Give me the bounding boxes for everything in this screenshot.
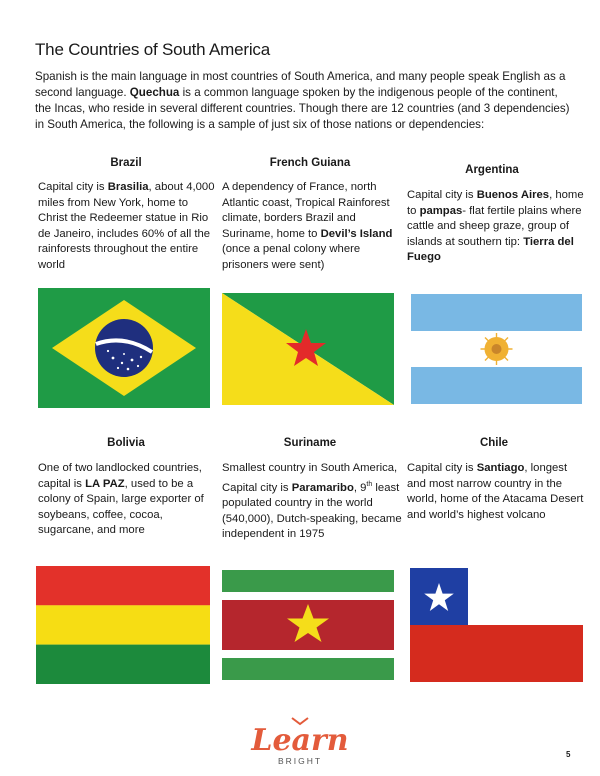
desc-text: Capital city is [38,181,108,193]
intro-bold-quechua: Quechua [129,86,180,99]
flag-bolivia [36,566,210,684]
desc-text: (once a penal colony where prisoners were sent) [222,243,361,271]
country-desc-brazil [38,180,218,274]
desc-bold: pampas [419,204,463,217]
desc-text: , longest and most narrow country in the world, home of the Atacama Desert and world’s highest volcano [407,462,584,521]
desc-text: A dependency of France, north Atlantic coast, Tropical Rainforest climate, borders Brazil and Suriname, home to [222,181,390,240]
desc-text: One of two landlocked countries, capital is [38,462,202,490]
intro-paragraph [35,69,571,133]
desc-superscript: th [366,480,373,488]
desc-bold: Paramaribo [291,481,354,494]
desc-bold: Tierra del Fuego [407,235,574,264]
logo-sub: BRIGHT [277,756,323,766]
page-title: The Countries of South America [35,40,270,59]
country-desc-argentina [407,188,587,266]
desc-bold: Devil’s Island [320,227,393,240]
desc-bold: Brasilia [107,181,149,193]
intro-text-2: is a common language spoken by the indigenous people of the continent, the Incas, who reside in several different countries. Though there are 12 countries (and 3 dependencies) in South America, the following is a sample of just six of those nations or dependencies: [35,86,570,131]
desc-text: , home to [407,189,584,217]
flag-suriname [222,570,394,680]
desc-text: , about 4,000 miles from New York, home to Christ the Redeemer statue in Rio de Janeiro, includes 60% of all the rainforests throughout the entire world [38,181,215,271]
country-name-argentina: Argentina [465,164,519,176]
desc-text: , used to be a colony of Spain, large exporter of soybeans, coffee, cocoa, sugarcane, and more [38,477,204,537]
flag-brazil [38,288,210,408]
flag-french-guiana [222,293,394,405]
logo-word: Learn [251,723,349,758]
learn-bright-logo [248,712,352,768]
desc-text: least populated country in the world (540,000), Dutch-speaking, became independent in 1975 [222,481,402,541]
country-name-bolivia: Bolivia [107,437,145,449]
page-number: 5 [566,750,571,759]
desc-text: , 9 [353,481,367,494]
country-name-brazil: Brazil [110,157,142,169]
desc-text: - flat fertile plains where cattle and sheep graze, group of islands at southern tip: [407,204,582,248]
country-name-french-guiana: French Guiana [269,157,351,169]
country-desc-chile [407,461,587,523]
desc-text: Capital city is [407,462,477,474]
flag-argentina [411,294,582,404]
desc-text: Capital city is [407,189,477,201]
country-name-suriname: Suriname [283,437,337,449]
desc-bold: Buenos Aires [476,189,550,201]
desc-bold: LA PAZ [85,477,125,490]
country-desc-french-guiana [222,180,402,274]
flag-chile [410,568,583,682]
country-desc-bolivia [38,461,218,539]
intro-text-1: Spanish is the main language in most countries of South America, and many people speak English as a second language. [35,70,566,99]
desc-bold: Santiago [476,462,525,474]
country-name-chile: Chile [479,437,509,449]
country-desc-suriname [222,461,402,543]
desc-text: Smallest country in South America, Capital city is [222,462,398,494]
